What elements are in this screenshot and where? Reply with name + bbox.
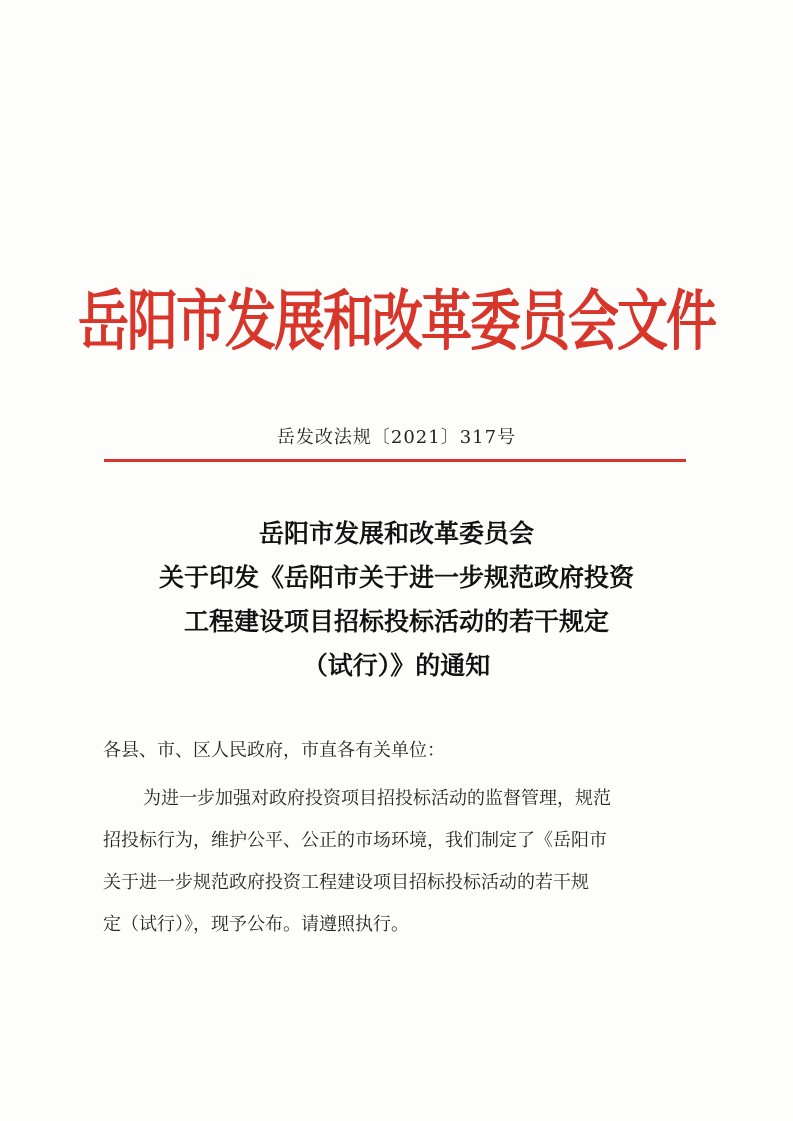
notice-title-line: 关于印发《岳阳市关于进一步规范政府投资 [158,563,634,592]
red-divider-line [104,459,686,462]
body-line: 为进一步加强对政府投资项目招投标活动的监督管理，规范 [143,788,611,809]
document-number: 岳发改法规〔2021〕317号 [276,427,517,448]
body-paragraph [103,778,693,946]
addressee-line: 各县、市、区人民政府，市直各有关单位： [103,740,445,761]
issuer-header: 岳阳市发展和改革委员会文件 [77,284,715,361]
body-line: 招投标行为，维护公平、公正的市场环境，我们制定了《岳阳市 [103,830,607,851]
notice-title [0,512,793,688]
notice-title-line: （试行）》的通知 [302,651,491,680]
notice-title-line: 工程建设项目招标投标活动的若干规定 [183,607,609,636]
body-line: 关于进一步规范政府投资工程建设项目招标投标活动的若干规 [103,872,589,893]
body-line: 定（试行）》，现予公布。请遵照执行。 [103,914,409,935]
notice-title-line: 岳阳市发展和改革委员会 [258,519,534,548]
